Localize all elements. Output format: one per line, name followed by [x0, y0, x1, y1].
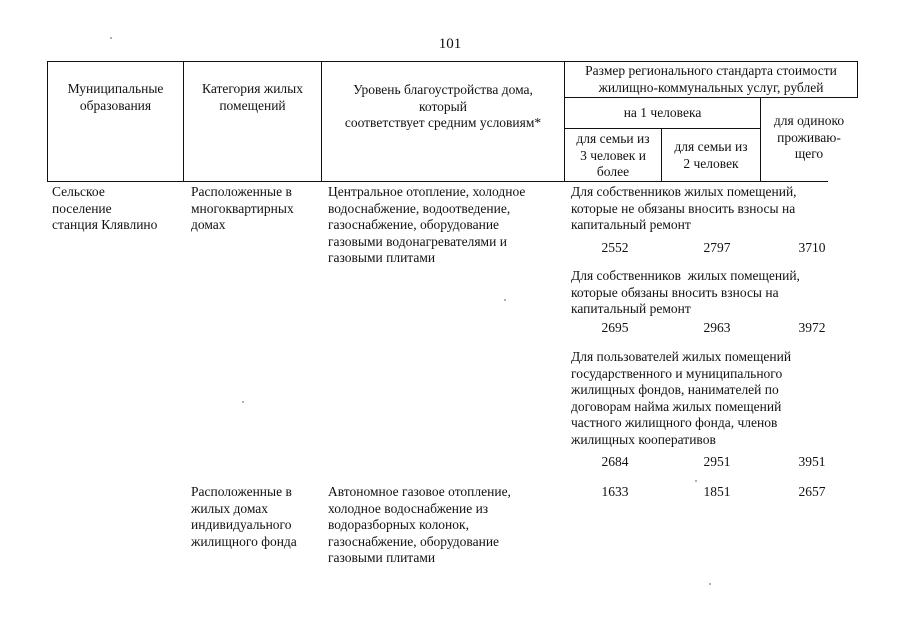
header-family2: для семьи из 2 человек	[674, 139, 748, 171]
page-number: 101	[438, 36, 462, 52]
category-apartment-buildings: Расположенные в многоквартирных домах	[191, 184, 294, 232]
row2-value-family2: 1851	[703, 484, 731, 499]
category-individual-houses: Расположенные в жилых домах индивидуального жилищного фонда	[191, 484, 297, 549]
level-central-heating: Центральное отопление, холодное водоснабжение, водоотведение, газоснабжение, оборудование газовыми водонагревателями и газовыми плитами	[328, 184, 526, 265]
group1-value-family3: 2552	[601, 240, 629, 255]
group3-value-family2: 2951	[703, 454, 731, 469]
row2-value-single: 2657	[798, 484, 826, 499]
group2-value-single: 3972	[798, 320, 826, 335]
header-single: для одиноко проживаю- щего	[773, 113, 845, 161]
group3-value-single: 3951	[798, 454, 826, 469]
group1-value-single: 3710	[798, 240, 826, 255]
level-autonomous-heating: Автономное газовое отопление, холодное водоснабжение из водоразборных колонок, газоснабжение, оборудование газовыми плитами	[328, 484, 511, 565]
municipality-name: Сельское поселение станция Клявлино	[52, 184, 158, 232]
header-family3: для семьи из 3 человек и более	[576, 131, 650, 179]
header-level: Уровень благоустройства дома, который соответствует средним условиям*	[344, 82, 542, 130]
header-category: Категория жилых помещений	[202, 81, 303, 113]
row2-value-family3: 1633	[601, 484, 629, 499]
group2-label: Для собственников жилых помещений, которые обязаны вносить взносы на капитальный ремонт	[571, 268, 800, 316]
group3-value-family3: 2684	[601, 454, 629, 469]
group2-value-family3: 2695	[601, 320, 629, 335]
group3-label: Для пользователей жилых помещений государственного и муниципального жилищных фондов, нанимателей по договорам найма жилых помещений частного жилищного фонда, членов жилищных кооперативов	[571, 349, 792, 447]
group2-value-family2: 2963	[703, 320, 731, 335]
header-per-person: на 1 человека	[623, 105, 702, 120]
group1-value-family2: 2797	[703, 240, 731, 255]
header-standard: Размер регионального стандарта стоимости жилищно-коммунальных услуг, рублей	[585, 63, 837, 95]
header-municipalities: Муниципальные образования	[67, 81, 164, 113]
group1-label: Для собственников жилых помещений, которые не обязаны вносить взносы на капитальный ремонт	[571, 184, 797, 232]
